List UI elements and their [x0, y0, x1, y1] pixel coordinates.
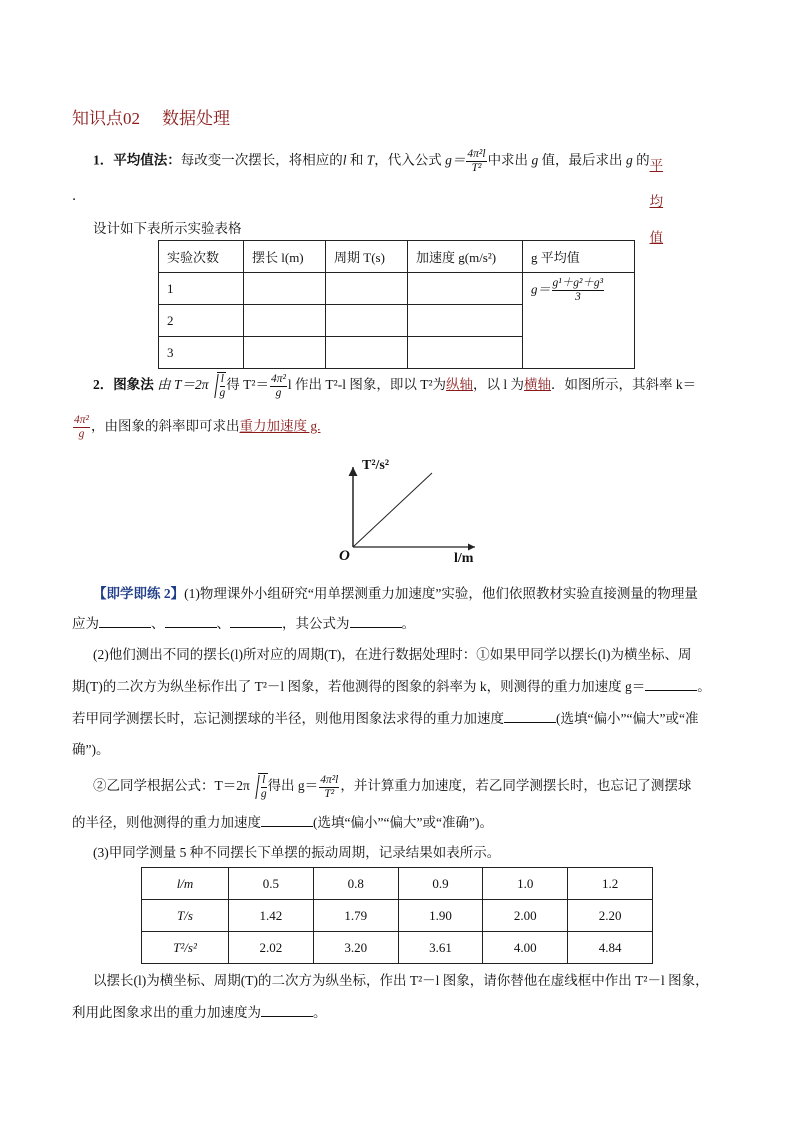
- exercise-line9: (3)甲同学测量 5 种不同摆长下单摆的振动周期，记录结果如表所示。: [93, 845, 501, 860]
- row-label: l/m: [142, 868, 229, 900]
- table-cell: 2.00: [483, 900, 568, 932]
- table-cell: 0.5: [229, 868, 314, 900]
- table-header: 实验次数: [159, 241, 244, 273]
- fraction-denominator: 3: [574, 291, 581, 303]
- exercise-line5: [72, 709, 698, 729]
- table-cell[interactable]: [326, 273, 408, 305]
- sqrt-expression: [209, 372, 227, 400]
- method1-text: 每改变一次摆长，将相应的: [180, 152, 343, 168]
- fraction-numerator: 4π²: [74, 414, 89, 426]
- separator: 、: [151, 616, 165, 631]
- fraction-numerator: 4π²: [270, 372, 286, 385]
- exercise-line2: [72, 614, 415, 634]
- table-row: [159, 273, 635, 305]
- separator: 、: [216, 616, 230, 631]
- table-cell: 1.79: [313, 900, 398, 932]
- exercise-text: (选填“偏小”“偏大”或“准确”)。: [313, 815, 493, 830]
- table-cell: 3.20: [313, 932, 398, 964]
- section-title-prefix: 知识点02: [72, 109, 140, 128]
- row-label: T/s: [142, 900, 229, 932]
- var-g: g: [531, 152, 539, 168]
- table-cell: 4.00: [483, 932, 568, 964]
- fraction-denominator: g: [78, 428, 85, 440]
- section-title: [72, 104, 230, 129]
- answer-blank[interactable]: [261, 814, 313, 827]
- fraction-denominator: g: [219, 387, 226, 399]
- fraction-numerator: l: [220, 373, 224, 385]
- table-header: g 平均值: [523, 241, 635, 273]
- method1-text: 值，最后求出: [538, 152, 626, 168]
- table-cell: 4.84: [568, 932, 653, 964]
- method2-text: ，由图象的斜率即可求出: [90, 418, 240, 434]
- answer-blank[interactable]: [350, 615, 402, 628]
- table-row: [142, 932, 653, 964]
- fraction-numerator: l: [262, 774, 266, 786]
- exercise-text: (1)物理课外小组研究“用单摆测重力加速度”实验，他们依照教材实验直接测量的物理量: [184, 586, 698, 601]
- table-cell[interactable]: [244, 337, 326, 369]
- exercise-text: 的半径，则他测得的重力加速度: [72, 815, 261, 830]
- answer-blank[interactable]: [230, 615, 282, 628]
- exercise-line4: [72, 677, 711, 697]
- g-equals: g＝: [445, 152, 466, 168]
- exercise-tag: 【即学即练 2】: [93, 586, 185, 601]
- exercise-text: ，其公式为: [282, 616, 350, 631]
- table-header: 周期 T(s): [326, 241, 408, 273]
- table-cell[interactable]: [408, 273, 523, 305]
- table-cell[interactable]: [326, 337, 408, 369]
- answer-blank[interactable]: [165, 615, 217, 628]
- answer-blank[interactable]: [261, 1004, 313, 1017]
- g-equals: g＝: [531, 281, 551, 297]
- table-cell: 3: [159, 337, 244, 369]
- fraction-numerator: g¹＋g²＋g³: [552, 277, 604, 289]
- fraction-numerator: 4π²l: [320, 773, 339, 786]
- exercise-line11: [72, 1003, 327, 1023]
- row-label: T²/s²: [142, 932, 229, 964]
- fraction-denominator: g: [275, 386, 282, 399]
- table-cell[interactable]: [408, 337, 523, 369]
- table-header: 加速度 g(m/s²): [408, 241, 523, 273]
- exercise-text: (选填“偏小”“偏大”或“准: [556, 711, 699, 726]
- fraction-denominator: g: [260, 788, 267, 800]
- sqrt-expression: [250, 773, 268, 801]
- method1-tail: [72, 184, 86, 204]
- table-cell: 0.8: [313, 868, 398, 900]
- table-cell[interactable]: [408, 305, 523, 337]
- exercise-text: ②乙同学根据公式：T＝2π: [93, 778, 250, 794]
- method1-lead: 1．平均值法：: [93, 152, 181, 168]
- method2-text: l 作出 T²-l 图象，即以 T²为: [287, 377, 447, 393]
- method1-text: 中求出: [487, 152, 532, 168]
- period: 。: [401, 616, 415, 631]
- method1-text: 和: [346, 152, 367, 168]
- method1-text: 的: [632, 152, 650, 168]
- table-cell: 2.20: [568, 900, 653, 932]
- method2-line1: [93, 372, 696, 400]
- method2-text: 由 T＝2π: [153, 377, 209, 393]
- exercise-text: 若甲同学测摆长时，忘记测摆球的半径，则他用图象法求得的重力加速度: [72, 711, 504, 726]
- slope-fraction: [73, 414, 90, 441]
- exercise-line7: [93, 773, 691, 801]
- exercise-line8: [72, 813, 493, 833]
- formula-fraction: [319, 774, 339, 801]
- table-cell: 1.0: [483, 868, 568, 900]
- table-cell[interactable]: [326, 305, 408, 337]
- answer-blank[interactable]: [645, 678, 697, 691]
- period: 。: [697, 679, 711, 694]
- exercise-text: 期(T)的二次方为纵坐标作出了 T²－l 图象，若他测得的图象的斜率为 k，则测得的重力加速度 g＝: [72, 679, 646, 694]
- method2-text: ．如图所示，其斜率 k＝: [551, 377, 697, 393]
- method2-lead: 2．图象法: [93, 377, 154, 393]
- method2-text: ，以 l 为: [473, 377, 525, 393]
- vertical-axis-link: 纵轴: [446, 377, 474, 393]
- var-T: T: [366, 152, 375, 168]
- table-cell: 1.90: [398, 900, 483, 932]
- origin-label: O: [339, 548, 350, 564]
- period: ．: [72, 188, 86, 203]
- table-cell: 2.02: [229, 932, 314, 964]
- section-title-main: 数据处理: [162, 109, 230, 128]
- fraction-denominator: T²: [324, 787, 335, 800]
- average-fraction: [552, 277, 605, 304]
- method2-line2: [72, 414, 320, 441]
- table-header: 摆长 l(m): [244, 241, 326, 273]
- y-axis-label: T²/s²: [362, 458, 390, 473]
- gravity-acceleration-link: 重力加速度 g.: [239, 418, 321, 434]
- method1-text: ，代入公式: [374, 152, 446, 168]
- horizontal-axis-link: 横轴: [524, 377, 552, 393]
- table-cell: 0.9: [398, 868, 483, 900]
- table-cell: 2: [159, 305, 244, 337]
- exercise-line10: 以摆长(l)为横坐标、周期(T)的二次方为纵坐标，作出 T²－l 图象，请你替他在虚线框中作出 T²－l 图象，: [93, 973, 709, 988]
- exercise-line6: 确”)。: [72, 742, 110, 757]
- exercise-text: ，并计算重力加速度，若乙同学测摆长时，也忘记了测摆球: [340, 778, 692, 794]
- exercise-text: 应为: [72, 616, 99, 631]
- fraction-denominator: T²: [471, 162, 482, 174]
- table-cell[interactable]: [244, 305, 326, 337]
- exercise-line3: (2)他们测出不同的摆长(l)所对应的周期(T)，在进行数据处理时：①如果甲同学以摆长(l)为横坐标、周: [93, 647, 692, 662]
- table-cell: 1: [159, 273, 244, 305]
- var-g: g: [625, 152, 633, 168]
- x-axis-label: l/m: [454, 551, 474, 566]
- formula-g-fraction: [466, 148, 486, 175]
- table-header-row: [159, 241, 635, 273]
- measurement-table: [141, 867, 653, 964]
- exercise-text: 利用此图象求出的重力加速度为: [72, 1005, 261, 1020]
- period: 。: [313, 1005, 327, 1020]
- answer-blank[interactable]: [99, 615, 151, 628]
- table-cell: 1.2: [568, 868, 653, 900]
- experiment-table: [158, 240, 635, 369]
- table-cell: 3.61: [398, 932, 483, 964]
- data-line: [353, 473, 432, 547]
- answer-blank[interactable]: [504, 710, 556, 723]
- exercise-line1: [93, 584, 698, 604]
- table-row: [142, 868, 653, 900]
- table-cell[interactable]: [244, 273, 326, 305]
- average-formula-cell: [523, 273, 635, 369]
- exercise-text: 得出 g＝: [267, 778, 319, 794]
- average-value-link: 平均值: [649, 158, 664, 245]
- formula-fraction: [270, 373, 287, 400]
- table-cell: 1.42: [229, 900, 314, 932]
- method2-text: 得 T²＝: [226, 377, 269, 393]
- design-text: 设计如下表所示实验表格: [93, 221, 242, 236]
- fraction-numerator: 4π²l: [467, 148, 486, 160]
- var-l: l: [342, 152, 347, 168]
- table-row: [142, 900, 653, 932]
